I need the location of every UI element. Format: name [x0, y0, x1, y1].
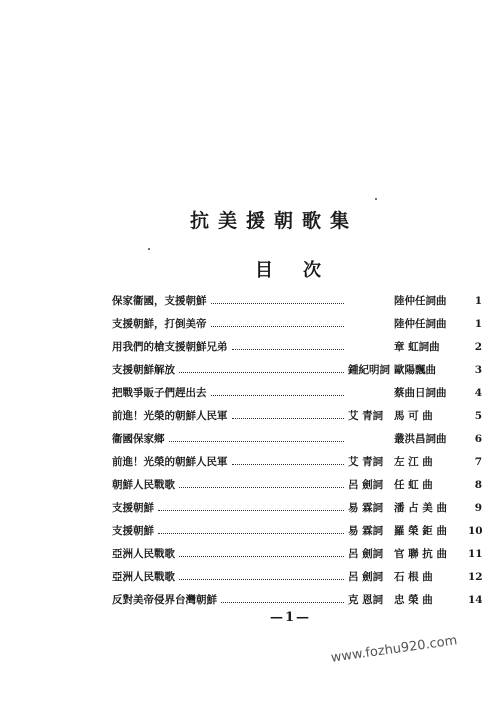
dot-leader [232, 417, 345, 419]
dot-leader [158, 532, 344, 534]
toc-entry-title: 用我們的槍支援朝鮮兄弟 [112, 341, 228, 353]
watermark-text: www.fozhu920.com [330, 633, 459, 666]
toc-entry-composer: 歐陽飄曲 [394, 364, 436, 376]
toc-entry-page: 9 [474, 501, 482, 514]
page-number: —1— [270, 610, 312, 625]
toc-entry-page: 14 [468, 593, 483, 606]
dot-leader [158, 509, 344, 511]
toc-entry-page: 8 [474, 478, 482, 491]
toc-entry-composer: 潘 占 美 曲 [394, 502, 447, 514]
toc-entry-composer: 任 虹 曲 [394, 479, 433, 491]
toc-entry [112, 473, 482, 496]
toc-entry-page: 3 [474, 363, 482, 376]
toc-entry-title: 把戰爭販子們趕出去 [112, 387, 207, 399]
toc-entry-page: 12 [468, 570, 483, 583]
toc-entry-lyricist: 易 霖詞 [348, 502, 384, 514]
toc-entry-title: 支援朝鮮 [112, 525, 154, 537]
toc-entry [112, 312, 482, 335]
toc-entry-composer: 忠 榮 曲 [394, 594, 433, 606]
toc-entry-title: 支援朝鮮解放 [112, 364, 175, 376]
dot-leader [211, 394, 345, 396]
toc-entry [112, 358, 482, 381]
toc-entry-composer: 左 江 曲 [394, 456, 433, 468]
toc-entry-title: 前進！光榮的朝鮮人民軍 [112, 410, 228, 422]
toc-entry [112, 404, 482, 427]
toc-entry-page: 1 [474, 317, 482, 330]
toc-entry-page: 2 [474, 340, 482, 353]
dot-leader [221, 601, 344, 603]
toc-entry-lyricist: 克 恩詞 [348, 594, 384, 606]
dot-leader [211, 302, 345, 304]
toc-entry-composer: 馬 可 曲 [394, 410, 433, 422]
toc-entry-title: 支援朝鮮 [112, 502, 154, 514]
toc-entry-title: 前進！光榮的朝鮮人民軍 [112, 456, 228, 468]
toc-entry-composer: 章 虹詞曲 [394, 341, 440, 353]
toc-entry [112, 450, 482, 473]
dot-leader [232, 463, 345, 465]
toc-entry-page: 11 [468, 547, 483, 560]
toc-entry [112, 588, 482, 611]
toc-entry [112, 496, 482, 519]
toc-entry-page: 4 [474, 386, 482, 399]
toc-entry-composer: 陸仲任詞曲 [394, 318, 447, 330]
toc-entry-composer: 石 根 曲 [394, 571, 433, 583]
toc-entry-page: 7 [474, 455, 482, 468]
toc-entry-lyricist: 呂 劍詞 [348, 571, 384, 583]
dot-leader [211, 325, 345, 327]
toc-heading: 目次 [255, 260, 351, 281]
toc-entry-lyricist: 艾 青詞 [348, 410, 384, 422]
scan-speck [375, 198, 377, 200]
toc-entry-page: 1 [474, 294, 482, 307]
toc-entry [112, 519, 482, 542]
toc-entry-composer: 羅 榮 鉅 曲 [394, 525, 447, 537]
toc-entry-lyricist: 艾 青詞 [348, 456, 384, 468]
toc-entry-page: 5 [474, 409, 482, 422]
toc-entry [112, 565, 482, 588]
toc-entry [112, 381, 482, 404]
toc-entry-lyricist: 呂 劍詞 [348, 479, 384, 491]
toc-entry-title: 反對美帝侵界台灣朝鮮 [112, 594, 217, 606]
toc-entry-composer: 陸仲任詞曲 [394, 295, 447, 307]
toc-entry-title: 亞洲人民戰歌 [112, 548, 175, 560]
book-title: 抗美援朝歌集 [190, 210, 359, 232]
toc-entry-page: 10 [468, 524, 483, 537]
dot-leader [179, 371, 344, 373]
toc-entry [112, 427, 482, 450]
toc-entry [112, 335, 482, 358]
toc-entry-composer: 叢洪昌詞曲 [394, 433, 447, 445]
toc-entry-composer: 蔡曲日詞曲 [394, 387, 447, 399]
dot-leader [179, 555, 344, 557]
table-of-contents [112, 289, 482, 611]
dot-leader [179, 578, 344, 580]
toc-entry-lyricist: 易 霖詞 [348, 525, 384, 537]
toc-entry-title: 保家衞國，支援朝鮮 [112, 295, 207, 307]
dot-leader [232, 348, 345, 350]
toc-entry-page: 6 [474, 432, 482, 445]
scan-speck [148, 248, 150, 250]
toc-entry [112, 289, 482, 312]
toc-entry-lyricist: 呂 劍詞 [348, 548, 384, 560]
toc-entry-title: 亞洲人民戰歌 [112, 571, 175, 583]
toc-entry-title: 朝鮮人民戰歌 [112, 479, 175, 491]
toc-entry-lyricist: 鍾紀明詞 [348, 364, 390, 376]
toc-entry-title: 衞國保家鄉 [112, 433, 165, 445]
toc-entry-title: 支援朝鮮，打倒美帝 [112, 318, 207, 330]
toc-entry [112, 542, 482, 565]
dot-leader [169, 440, 345, 442]
toc-entry-composer: 官 聯 抗 曲 [394, 548, 447, 560]
dot-leader [179, 486, 344, 488]
